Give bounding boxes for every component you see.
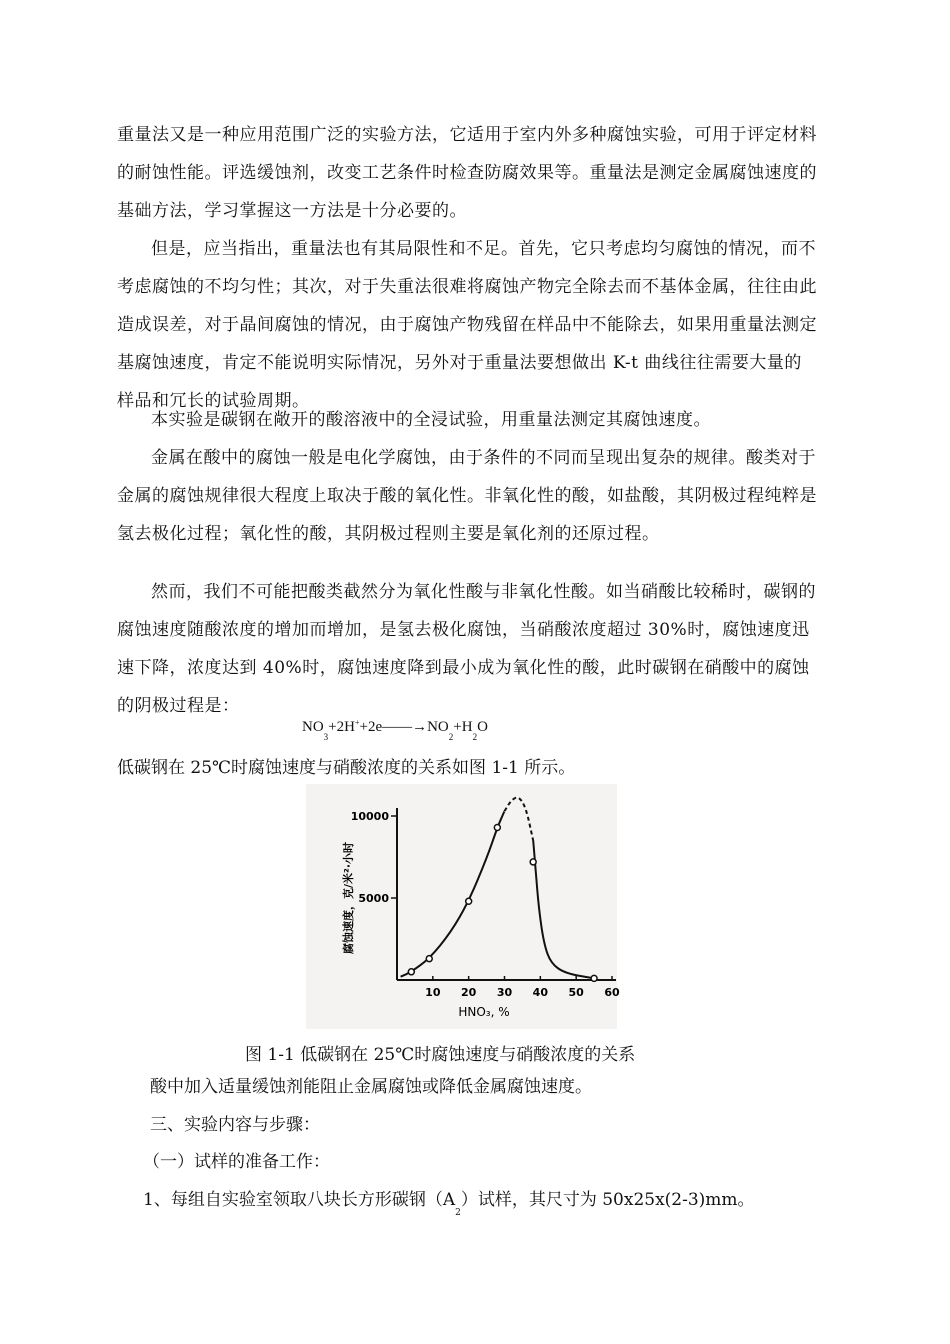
paragraph-figure-reference: 低碳钢在 25℃时腐蚀速度与硝酸浓度的关系如图 1-1 所示。 xyxy=(117,758,576,778)
x-tick-label: 30 xyxy=(496,986,513,999)
data-point xyxy=(530,859,536,865)
section-heading: 三、实验内容与步骤： xyxy=(150,1115,320,1135)
x-tick-label: 50 xyxy=(568,986,584,999)
y-axis-label: 腐蚀速度，克/米²·小时 xyxy=(342,841,355,954)
data-point xyxy=(408,969,414,975)
x-tick-label: 40 xyxy=(532,986,548,999)
curve-rising xyxy=(401,811,505,977)
paragraph-acid-corrosion: 金属在酸中的腐蚀一般是电化学腐蚀，由于条件的不同而呈现出复杂的规律。酸类对于金属的腐蚀规律很大程度上取决于酸的氧化性。非氧化性的酸，如盐酸，其阴极过程纯粹是氢去极化过程；氧化性的酸，其阴极过程则主要是氧化剂的还原过程。 xyxy=(117,448,817,544)
chart-axes xyxy=(351,808,620,999)
paragraph-inhibitor: 酸中加入适量缓蚀剂能阻止金属腐蚀或降低金属腐蚀速度。 xyxy=(150,1077,592,1097)
data-point xyxy=(591,975,597,981)
x-tick-label: 10 xyxy=(425,986,441,999)
subsection-heading: （一）试样的准备工作： xyxy=(143,1152,330,1172)
y-tick-label: 10000 xyxy=(350,810,389,823)
figure-caption: 图 1-1 低碳钢在 25℃时腐蚀速度与硝酸浓度的关系 xyxy=(245,1045,636,1065)
data-point xyxy=(466,898,472,904)
chart-svg xyxy=(306,784,620,1029)
data-point xyxy=(426,956,432,962)
chart-marks xyxy=(408,824,597,981)
list-item-1: 1、每组自实验室领取八块长方形碳钢$(A_2)$试样，其尺寸为 50x25x(2-3)mm。 xyxy=(143,1190,755,1218)
cathode-reaction-formula: $NO_3+2H^++2e——\to NO_2+H_2O$ xyxy=(302,718,488,742)
corrosion-rate-chart xyxy=(306,784,620,1029)
curve-peak-dashed xyxy=(505,798,534,841)
paragraph-experiment-intro: 本实验是碳钢在敞开的酸溶液中的全浸试验，用重量法测定其腐蚀速度。 xyxy=(151,410,711,430)
x-tick-label: 20 xyxy=(461,986,477,999)
paragraph-nitric-acid: 然而，我们不可能把酸类截然分为氧化性酸与非氧化性酸。如当硝酸比较稀时，碳钢的腐蚀速度随酸浓度的增加而增加，是氢去极化腐蚀，当硝酸浓度超过 30%时，腐蚀速度迅速下降，浓度达到 40%时，腐蚀速度降到最小成为氧化性的酸，此时碳钢在硝酸中的腐蚀的阴极过程是： xyxy=(117,582,816,716)
data-point xyxy=(494,824,500,830)
curve-falling xyxy=(533,841,594,979)
x-axis-label: HNO₃, % xyxy=(458,1005,510,1019)
x-tick-label: 60 xyxy=(604,986,620,999)
y-tick-label: 5000 xyxy=(358,892,389,905)
paragraph-limitations: 但是，应当指出，重量法也有其局限性和不足。首先，它只考虑均匀腐蚀的情况，而不考虑腐蚀的不均匀性；其次，对于失重法很难将腐蚀产物完全除去而不基体金属，往往由此造成误差，对于晶间腐蚀的情况，由于腐蚀产物残留在样品中不能除去，如果用重量法测定基腐蚀速度，肯定不能说明实际情况，另外对于重量法要想做出 K-t 曲线往往需要大量的样品和冗长的试验周期。 xyxy=(117,239,817,411)
paragraph-weight-method: 重量法又是一种应用范围广泛的实验方法，它适用于室内外多种腐蚀实验，可用于评定材料的耐蚀性能。评选缓蚀剂，改变工艺条件时检查防腐效果等。重量法是测定金属腐蚀速度的基础方法，学习掌握这一方法是十分必要的。 xyxy=(117,125,817,221)
